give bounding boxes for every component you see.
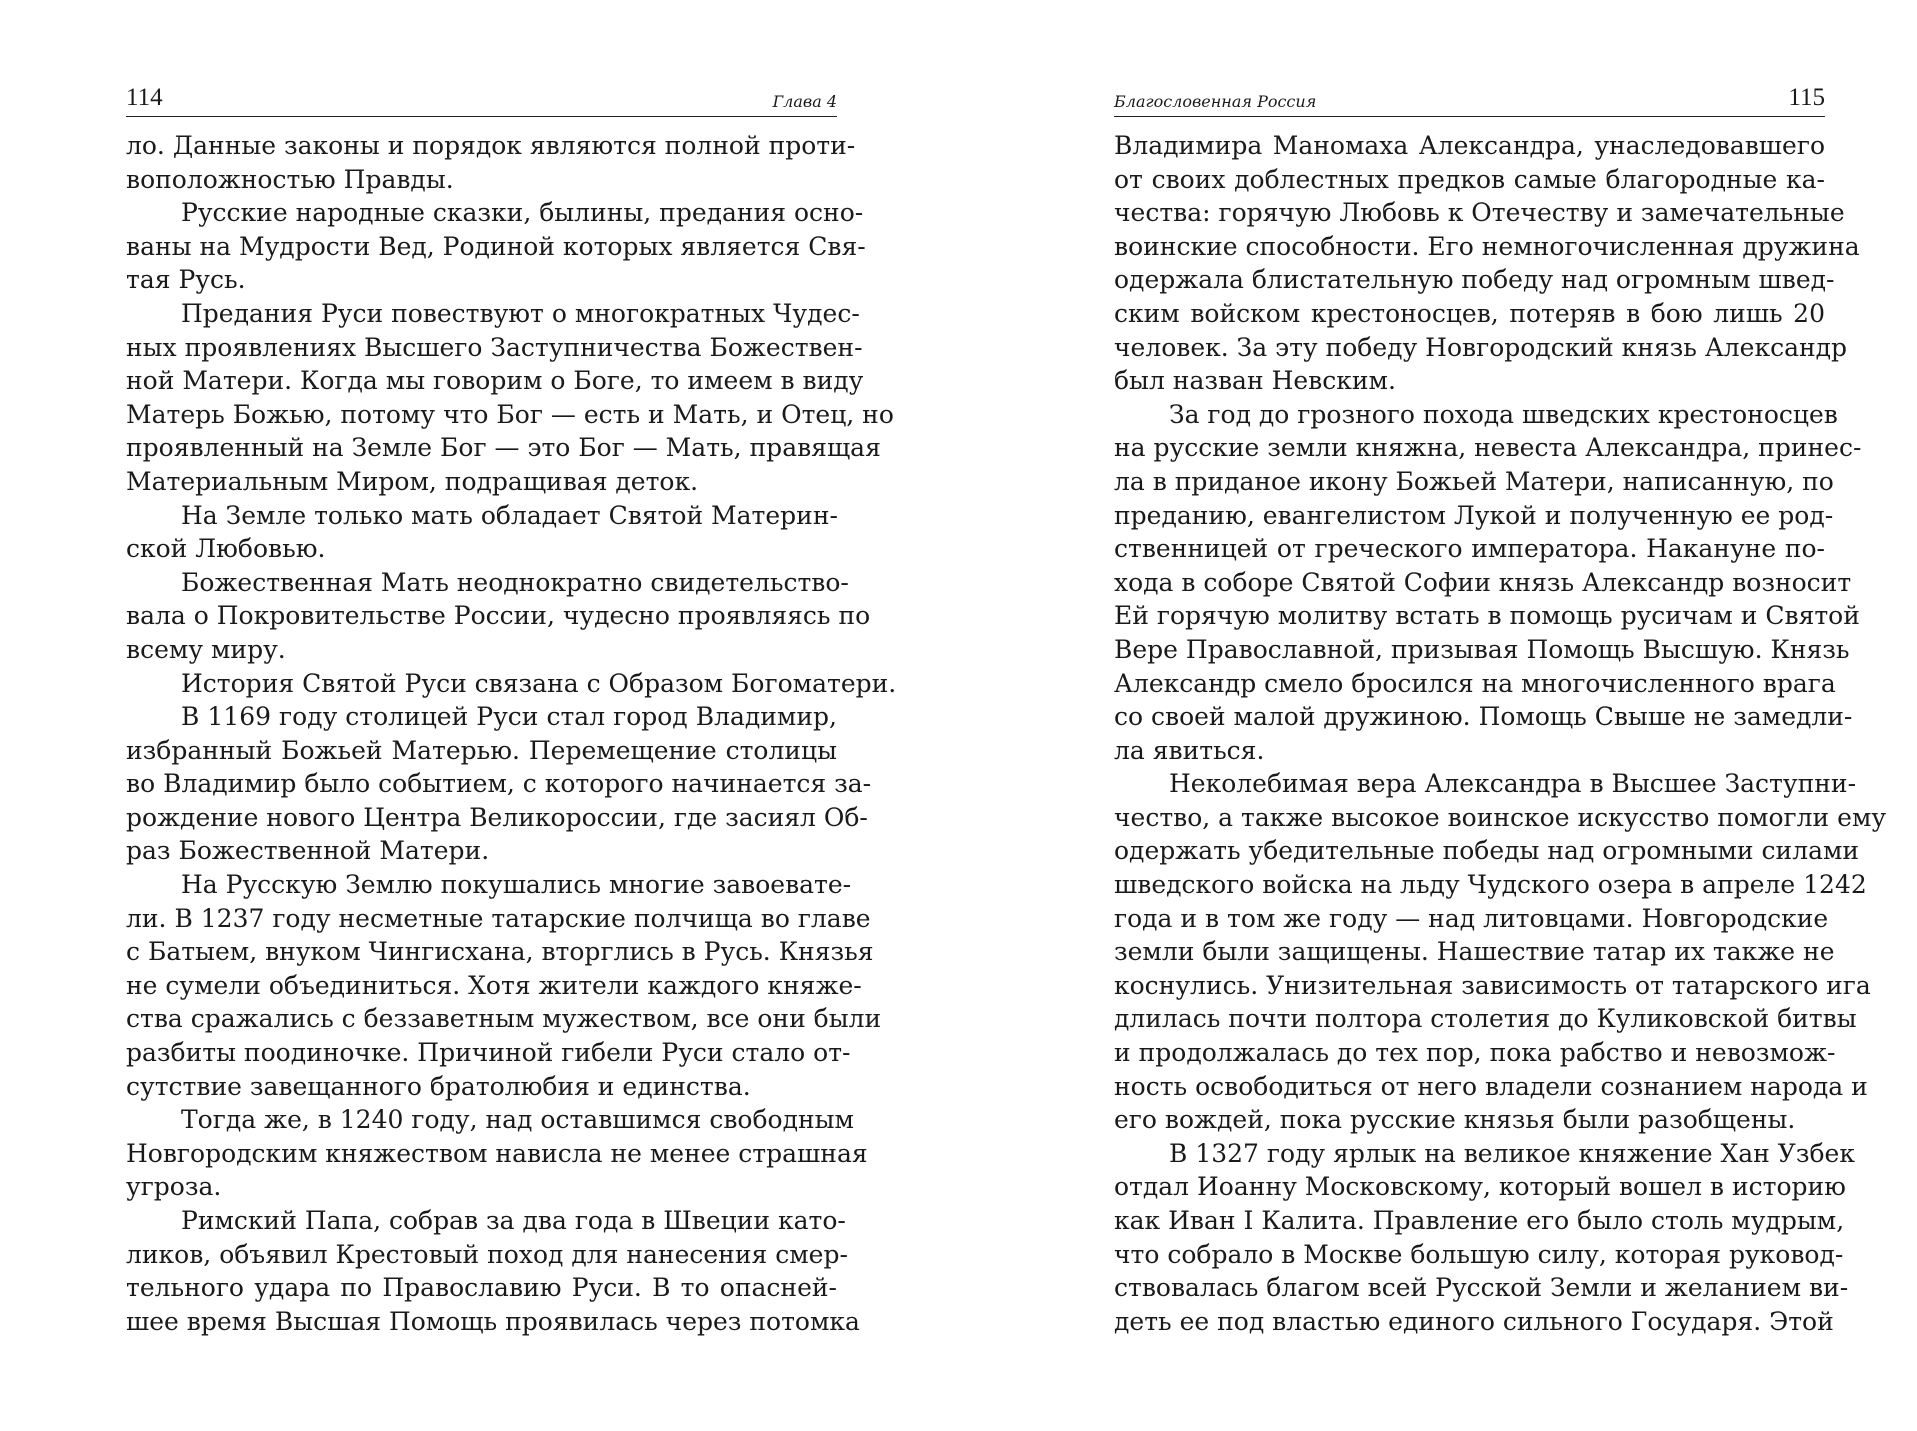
text-line: длилась почти полтора столетия до Куликовской битвы [1114, 1004, 1857, 1034]
left-chapter-title: Глава 4 [772, 92, 837, 111]
text-line: Новгородским княжеством нависла не менее страшная [126, 1138, 868, 1168]
text-line: разбиты поодиночке. Причиной гибели Руси стало от- [126, 1038, 851, 1068]
text-line: Тогда же, в 1240 году, над оставшимся свободным [181, 1105, 854, 1135]
text-line: ных проявлениях Высшего Заступничества Божествен- [126, 332, 863, 362]
text-line: За год до грозного похода шведских крестоносцев [1169, 399, 1838, 429]
text-line: Предания Руси повествуют о многократных Чудес- [181, 298, 860, 328]
text-line: ной Матери. Когда мы говорим о Боге, то имеем в виду [126, 366, 864, 396]
text-line: от своих доблестных предков самые благородные ка- [1114, 164, 1825, 194]
right-body-text [1114, 129, 1887, 1338]
text-line: Неколебимая вера Александра в Высшее Заступни- [1169, 769, 1857, 799]
text-line: В 1327 году ярлык на великое княжение Хан Узбек [1169, 1138, 1855, 1168]
text-line: тая Русь. [126, 265, 246, 295]
text-line: Материальным Миром, подращивая деток. [126, 466, 699, 496]
text-line: ственницей от греческого императора. Накануне по- [1114, 534, 1825, 564]
left-body-text [126, 129, 897, 1338]
text-line: ли. В 1237 году несметные татарские полчища во главе [126, 903, 871, 933]
text-line: ликов, объявил Крестовый поход для нанесения смер- [126, 1239, 848, 1269]
text-line: чества: горячую Любовь к Отечеству и замечательные [1114, 198, 1845, 228]
text-line: ским войском крестоносцев, потеряв в бою лишь 20 [1114, 298, 1825, 328]
text-line: одержала блистательную победу над огромным швед- [1114, 265, 1835, 295]
text-line: ность освободиться от него владели сознанием народа и [1114, 1071, 1868, 1101]
text-line: хода в соборе Святой Софии князь Александр возносит [1114, 567, 1852, 597]
text-line: Русские народные сказки, былины, предания осно- [181, 198, 864, 228]
text-line: ства сражались с беззаветным мужеством, все они были [126, 1004, 882, 1034]
text-line: ло. Данные законы и порядок являются полной проти- [126, 131, 856, 160]
text-line: В 1169 году столицей Руси стал город Владимир, [181, 702, 837, 732]
text-line: тельного удара по Православию Руси. В то опасней- [126, 1273, 837, 1303]
text-line: Вере Православной, призывая Помощь Высшую. Князь [1114, 634, 1850, 664]
text-line: избранный Божьей Матерью. Перемещение столицы [126, 735, 837, 765]
text-line: человек. За эту победу Новгородский князь Александр [1114, 332, 1848, 362]
text-line: ла в приданое икону Божьей Матери, написанную, по [1114, 466, 1834, 496]
text-line: деть ее под властью единого сильного Государя. Этой [1114, 1306, 1834, 1336]
text-line: Матерь Божью, потому что Бог — есть и Мать, и Отец, но [126, 399, 894, 429]
text-line: Римский Папа, собрав за два года в Швеции като- [181, 1206, 846, 1235]
text-line: Александр смело бросился на многочисленного врага [1114, 668, 1836, 698]
right-page [1114, 80, 1887, 1338]
text-line: ствовалась благом всей Русской Земли и желанием ви- [1114, 1273, 1849, 1303]
text-line: во Владимир было событием, с которого начинается за- [126, 769, 872, 799]
text-line: как Иван I Калита. Правление его было столь мудрым, [1114, 1206, 1845, 1235]
right-page-number: 115 [1788, 84, 1825, 111]
text-line: На Русскую Землю покушались многие завоевате- [181, 870, 852, 900]
text-line: отдал Иоанну Московскому, который вошел в историю [1114, 1172, 1846, 1202]
text-line: года и в том же году — над литовцами. Новгородские [1114, 903, 1829, 933]
text-line: воположностью Правды. [126, 164, 454, 194]
text-line: раз Божественной Матери. [126, 836, 490, 866]
text-line: что собрало в Москве большую силу, которая руковод- [1114, 1239, 1844, 1269]
text-line: Божественная Мать неоднократно свидетельство- [181, 567, 849, 597]
text-line: и продолжалась до тех пор, пока рабство и невозмож- [1114, 1038, 1836, 1068]
text-line: всему миру. [126, 634, 286, 664]
text-line: был назван Невским. [1114, 366, 1396, 396]
right-running-head [1114, 80, 1825, 117]
text-line: шее время Высшая Помощь проявилась через потомка [126, 1306, 860, 1336]
text-line: на русские земли княжна, невеста Александра, принес- [1114, 433, 1862, 463]
text-line: На Земле только мать обладает Святой Материн- [181, 500, 838, 530]
left-running-head [126, 80, 837, 117]
text-line: со своей малой дружиною. Помощь Свыше не замедли- [1114, 702, 1853, 732]
text-line: не сумели объединиться. Хотя жители каждого княже- [126, 970, 862, 1000]
left-page-number: 114 [126, 84, 163, 111]
text-line: проявленный на Земле Бог — это Бог — Мать, правящая [126, 433, 881, 463]
text-line: воинские способности. Его немногочисленная дружина [1114, 231, 1860, 261]
left-page [126, 80, 897, 1338]
text-line: его вождей, пока русские князья были разобщены. [1114, 1105, 1796, 1135]
text-line: одержать убедительные победы над огромными силами [1114, 836, 1860, 866]
text-line: История Святой Руси связана с Образом Богоматери. [181, 668, 897, 698]
text-line: ской Любовью. [126, 534, 326, 564]
text-line: шведского войска на льду Чудского озера в апреле 1242 [1114, 870, 1867, 900]
text-line: угроза. [126, 1172, 222, 1202]
text-line: с Батыем, внуком Чингисхана, вторглись в Русь. Князья [126, 937, 874, 967]
text-line: коснулись. Унизительная зависимость от татарского ига [1114, 970, 1871, 1000]
text-line: преданию, евангелистом Лукой и полученную ее род- [1114, 500, 1834, 530]
text-line: Ей горячую молитву встать в помощь русичам и Святой [1114, 601, 1860, 631]
text-line: земли были защищены. Нашествие татар их также не [1114, 937, 1835, 967]
text-line: ваны на Мудрости Вед, Родиной которых является Свя- [126, 231, 866, 261]
text-line: Владимира Маномаха Александра, унаследовавшего [1114, 131, 1825, 160]
text-line: чество, а также высокое воинское искусство помогли ему [1114, 802, 1887, 832]
right-book-title: Благословенная Россия [1114, 92, 1317, 111]
text-line: вала о Покровительстве России, чудесно проявляясь по [126, 601, 871, 631]
text-line: сутствие завещанного братолюбия и единства. [126, 1071, 751, 1101]
text-line: ла явиться. [1114, 735, 1265, 765]
text-line: рождение нового Центра Великороссии, где засиял Об- [126, 802, 868, 832]
